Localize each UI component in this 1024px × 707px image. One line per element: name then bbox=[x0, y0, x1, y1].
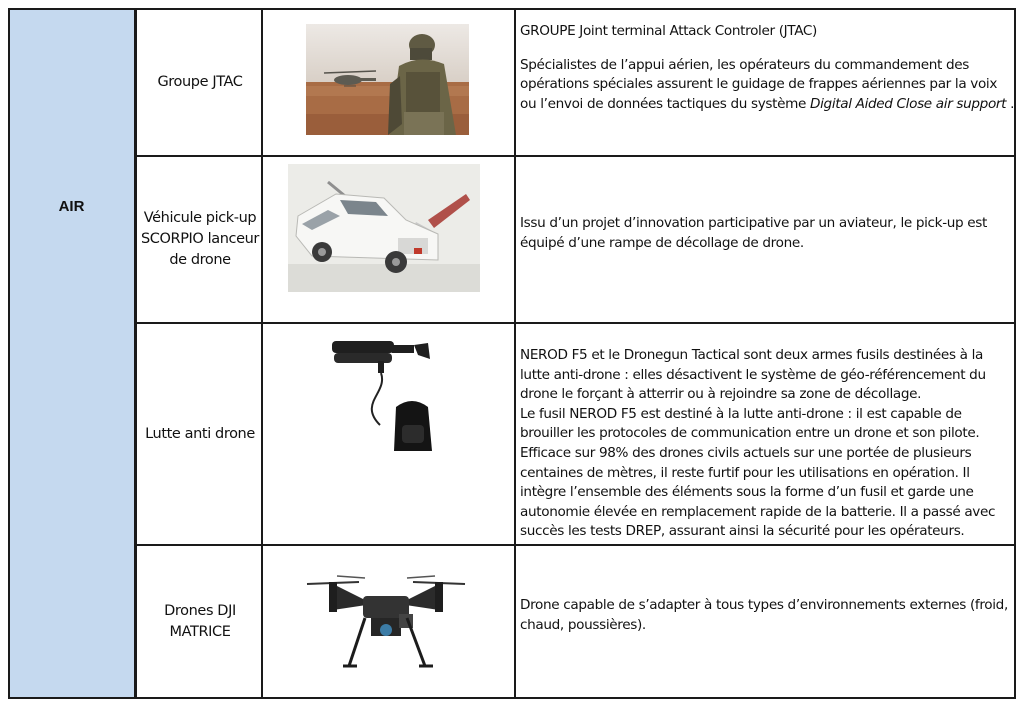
row-divider-1 bbox=[136, 155, 1016, 157]
category-label: AIR bbox=[58, 198, 85, 215]
pickup-truck-drone-launcher-photo bbox=[288, 164, 480, 292]
column-divider-2 bbox=[261, 8, 263, 699]
antidrone-paragraph-2: Le fusil NEROD F5 est destiné à la lutte anti-drone : il est capable de brouiller les protocoles de communication entre un drone et son pilote. Efficace sur 98% des drones civils actuels sur une portée de plusieurs centaines de mètres, il reste furtif pour les utilisations en opération. Il intègre l’ensemble des éléments sous la forme d’un fusil et garde une autonomie élevée en remplacement rapide de la batterie. Il a passé avec succès les tests DREP, assurant ainsi la sécurité pour les opérateurs. bbox=[520, 405, 996, 540]
row-name-antidrone: Lutte anti drone bbox=[145, 425, 255, 442]
antidrone-paragraph-1: NEROD F5 et le Dronegun Tactical sont deux armes fusils destinées à la lutte anti-drone : elles désactivent le système de géo-référencement du drone le forçant à atterrir ou à rejoindre sa zone de décollage. bbox=[520, 347, 986, 403]
row-desc-jtac bbox=[520, 22, 1016, 114]
jtac-italic-text: Digital Aided Close air support bbox=[810, 95, 1007, 112]
row-desc-dji bbox=[520, 596, 1016, 635]
column-divider-3 bbox=[514, 8, 516, 699]
dji-text: Drone capable de s’adapter à tous types d’environnements externes (froid, chaud, poussières). bbox=[520, 597, 1008, 633]
row-name-scorpio: Véhicule pick-up SCORPIO lanceur de drone bbox=[140, 210, 259, 268]
row-name-dji: Drones DJI MATRICE bbox=[164, 602, 236, 640]
jtac-paragraph bbox=[520, 56, 1016, 115]
jtac-text-end: . bbox=[1006, 95, 1015, 112]
table-border-left bbox=[8, 8, 10, 699]
row-name-jtac: Groupe JTAC bbox=[157, 74, 243, 90]
column-divider-1 bbox=[134, 8, 137, 699]
quadcopter-drone-photo bbox=[303, 570, 469, 674]
antidrone-gun-backpack-photo bbox=[318, 333, 442, 459]
soldier-helicopter-photo bbox=[306, 24, 469, 135]
row-desc-antidrone bbox=[520, 346, 1016, 542]
row-divider-3 bbox=[136, 544, 1016, 546]
table-border-bottom bbox=[8, 697, 1016, 699]
row-divider-2 bbox=[136, 322, 1016, 324]
category-cell bbox=[9, 9, 134, 699]
jtac-text: Spécialistes de l’appui aérien, les opérateurs du commandement des opérations spéciales assurent le guidage de frappes aériennes par la voix ou l’envoi de données tactiques du système bbox=[520, 56, 998, 112]
row-desc-scorpio bbox=[520, 214, 1016, 253]
scorpio-text: Issu d’un projet d’innovation participative par un aviateur, le pick-up est équipé d’une rampe de décollage de drone. bbox=[520, 215, 988, 251]
jtac-title: GROUPE Joint terminal Attack Controler (JTAC) bbox=[520, 23, 818, 39]
